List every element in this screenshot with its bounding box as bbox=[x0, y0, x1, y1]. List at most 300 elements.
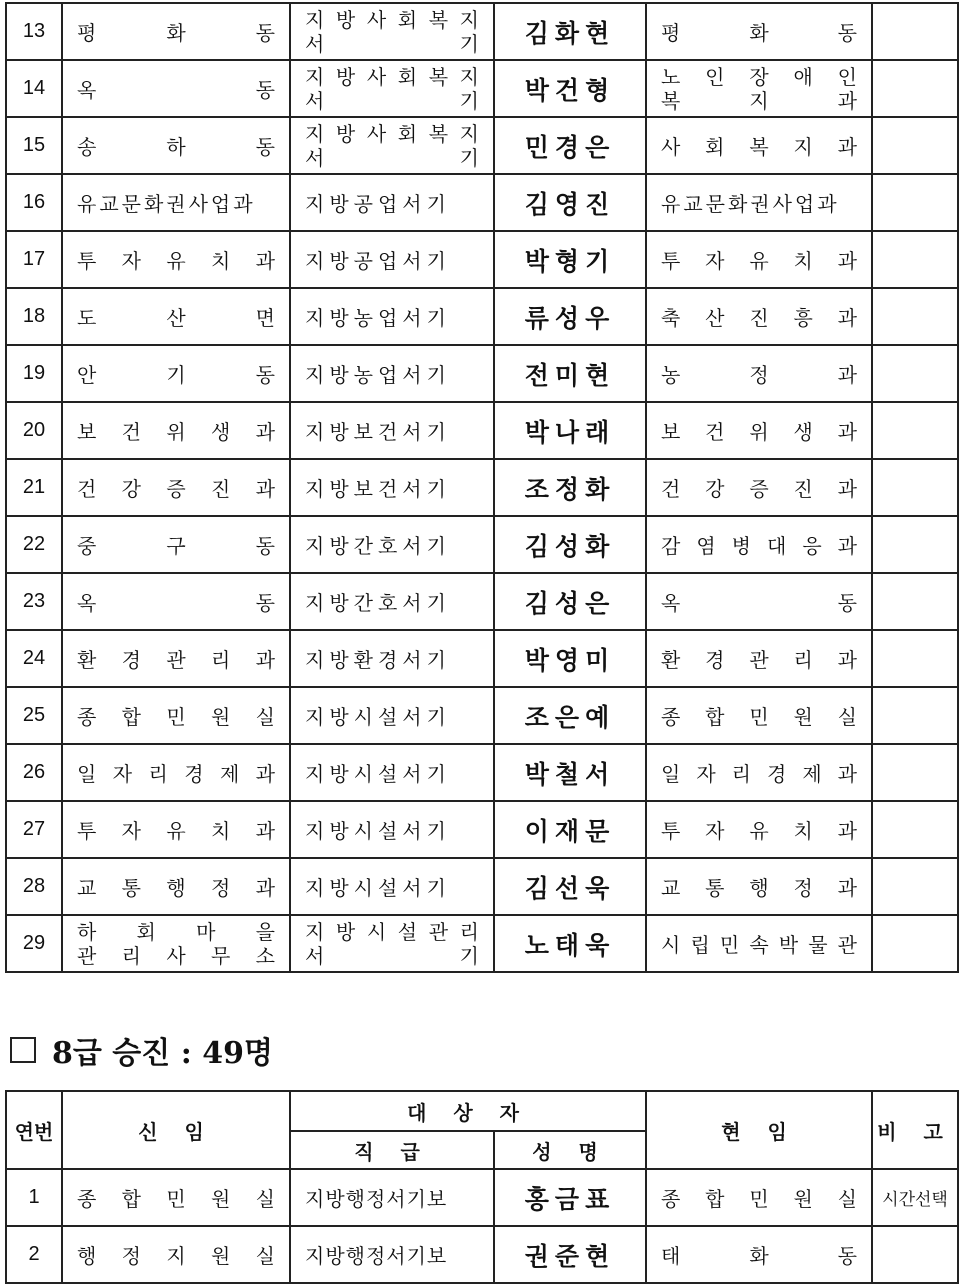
dept-cell-char: 하 bbox=[166, 135, 186, 159]
row-number: 14 bbox=[6, 60, 62, 117]
dept-cell bbox=[62, 459, 290, 516]
dept-cell-char: 경 bbox=[184, 762, 204, 786]
note-cell bbox=[872, 858, 958, 915]
dept-cell bbox=[62, 60, 290, 117]
rank-cell-char: 사 bbox=[366, 7, 387, 32]
current-cell-char: 제 bbox=[802, 762, 822, 786]
appointment-list-body bbox=[6, 3, 958, 972]
current-cell-char: 일 bbox=[661, 762, 681, 786]
current-cell-char: 합 bbox=[705, 1187, 725, 1211]
current-cell-line2-char: 지 bbox=[749, 88, 769, 113]
person-name: 박영미 bbox=[494, 630, 646, 687]
rank-cell-char: 복 bbox=[428, 64, 449, 89]
row-number: 26 bbox=[6, 744, 62, 801]
current-cell-char: 사 bbox=[661, 135, 681, 159]
table-row bbox=[6, 858, 958, 915]
dept-cell bbox=[62, 288, 290, 345]
current-cell-char: 원 bbox=[793, 1187, 813, 1211]
new-post-cell-char: 민 bbox=[166, 1187, 186, 1211]
current-cell-line1-char: 인 bbox=[837, 64, 857, 89]
current-cell-wrap bbox=[647, 644, 871, 673]
current-cell-char: 민 bbox=[749, 1187, 769, 1211]
rank-cell-char: 시 bbox=[366, 919, 387, 944]
current-cell bbox=[646, 288, 872, 345]
person-name: 전미현 bbox=[494, 345, 646, 402]
checkbox-icon bbox=[10, 1037, 36, 1063]
dept-cell-wrap bbox=[63, 131, 289, 160]
rank-cell-char: 방 bbox=[335, 121, 356, 146]
current-cell-char: 과 bbox=[837, 819, 857, 843]
rank-cell-wrap bbox=[291, 8, 493, 56]
current-cell bbox=[646, 630, 872, 687]
rank-text: 지방행정서기보 bbox=[305, 1244, 448, 1268]
current-cell-char: 관 bbox=[837, 933, 857, 957]
rank-cell-char: 지 bbox=[305, 64, 325, 89]
row-number: 23 bbox=[6, 573, 62, 630]
current-cell-char: 건 bbox=[705, 420, 725, 444]
rank-cell-char: 지 bbox=[459, 121, 479, 146]
dept-cell-char: 중 bbox=[77, 534, 97, 558]
dept-cell-char: 산 bbox=[166, 306, 186, 330]
table-row bbox=[6, 1169, 958, 1226]
dept-cell bbox=[62, 687, 290, 744]
rank-cell-char: 지 bbox=[305, 121, 325, 146]
current-cell-wrap bbox=[647, 701, 871, 730]
rank-cell bbox=[290, 174, 494, 231]
current-cell-char: 민 bbox=[749, 705, 769, 729]
dept-cell-line1-char: 을 bbox=[255, 919, 275, 944]
dept-cell-char: 관 bbox=[166, 648, 186, 672]
rank-cell bbox=[290, 915, 494, 972]
rank-cell-line2-char: 서 bbox=[305, 88, 325, 113]
note-cell bbox=[872, 687, 958, 744]
current-cell-line2 bbox=[661, 89, 857, 113]
table-row bbox=[6, 801, 958, 858]
new-post-cell-wrap bbox=[63, 1183, 289, 1212]
rank-cell-line2 bbox=[305, 32, 479, 56]
current-cell-wrap bbox=[647, 65, 871, 113]
current-cell-char: 실 bbox=[837, 1187, 857, 1211]
dept-cell-char: 실 bbox=[255, 705, 275, 729]
rank-cell-wrap: 지방시설서기 bbox=[305, 705, 451, 729]
row-number: 20 bbox=[6, 402, 62, 459]
header-no: 연번 bbox=[6, 1091, 62, 1169]
person-name: 김화현 bbox=[494, 3, 646, 60]
dept-cell bbox=[62, 915, 290, 972]
rank-cell-wrap: 지방공업서기 bbox=[305, 249, 451, 273]
dept-cell-char: 동 bbox=[255, 21, 275, 45]
dept-cell-char: 송 bbox=[77, 135, 97, 159]
dept-cell-char: 자 bbox=[121, 819, 141, 843]
current-cell-wrap bbox=[647, 131, 871, 160]
row-number: 17 bbox=[6, 231, 62, 288]
table-row bbox=[6, 630, 958, 687]
table-row bbox=[6, 1226, 958, 1283]
current-cell-char: 합 bbox=[705, 705, 725, 729]
rank-cell-line2-char: 서 bbox=[305, 145, 325, 170]
current-cell-line2-char: 복 bbox=[661, 88, 681, 113]
current-cell-wrap bbox=[647, 929, 871, 958]
rank-cell-wrap: 지방보건서기 bbox=[305, 420, 451, 444]
dept-cell-char: 동 bbox=[255, 591, 275, 615]
dept-cell-char: 자 bbox=[121, 249, 141, 273]
dept-cell-wrap bbox=[63, 644, 289, 673]
note-cell bbox=[872, 345, 958, 402]
current-cell-wrap bbox=[647, 758, 871, 787]
table-row bbox=[6, 687, 958, 744]
rank-cell-char: 지 bbox=[305, 919, 325, 944]
promotion-table bbox=[5, 1090, 959, 1284]
table-row bbox=[6, 117, 958, 174]
section-heading bbox=[10, 1028, 273, 1072]
rank-cell-wrap: 지방농업서기 bbox=[305, 363, 451, 387]
table-row bbox=[6, 459, 958, 516]
note-cell bbox=[872, 231, 958, 288]
rank-cell-line2-char: 서 bbox=[305, 31, 325, 56]
row-number: 15 bbox=[6, 117, 62, 174]
current-cell-char: 리 bbox=[793, 648, 813, 672]
rank-cell-char: 리 bbox=[459, 919, 479, 944]
dept-cell-line1 bbox=[77, 920, 275, 944]
current-cell-char: 동 bbox=[837, 591, 857, 615]
current-cell-char: 과 bbox=[837, 363, 857, 387]
current-cell-char: 립 bbox=[690, 933, 710, 957]
note-cell bbox=[872, 630, 958, 687]
dept-text: 유교문화권사업과 bbox=[77, 192, 256, 216]
current-cell-char: 행 bbox=[749, 876, 769, 900]
current-cell-line1-char: 인 bbox=[705, 64, 725, 89]
rank-cell-line1 bbox=[305, 8, 479, 32]
current-cell bbox=[646, 915, 872, 972]
header-note: 비 고 bbox=[872, 1091, 958, 1169]
person-name: 김성은 bbox=[494, 573, 646, 630]
new-post-cell-char: 실 bbox=[255, 1244, 275, 1268]
new-post-cell-char: 합 bbox=[121, 1187, 141, 1211]
dept-cell-char: 구 bbox=[166, 534, 186, 558]
current-cell bbox=[646, 3, 872, 60]
current-cell-wrap bbox=[647, 530, 871, 559]
dept-cell-char: 투 bbox=[77, 819, 97, 843]
note-cell bbox=[872, 1226, 958, 1283]
dept-cell-line2-char: 관 bbox=[77, 943, 97, 968]
dept-cell-line2-char: 무 bbox=[210, 943, 231, 968]
current-cell-char: 회 bbox=[705, 135, 725, 159]
dept-cell-char: 환 bbox=[77, 648, 97, 672]
dept-cell-char: 생 bbox=[210, 420, 231, 444]
person-name: 이재문 bbox=[494, 801, 646, 858]
person-name: 조정화 bbox=[494, 459, 646, 516]
current-cell-wrap bbox=[647, 416, 871, 445]
row-number: 13 bbox=[6, 3, 62, 60]
table-row bbox=[6, 573, 958, 630]
rank-cell-line2-char: 기 bbox=[459, 943, 479, 968]
current-cell bbox=[646, 1226, 872, 1283]
current-cell-char: 화 bbox=[749, 1244, 769, 1268]
current-cell bbox=[646, 231, 872, 288]
rank-cell-char: 설 bbox=[397, 919, 418, 944]
rank-cell-line2 bbox=[305, 89, 479, 113]
row-number: 25 bbox=[6, 687, 62, 744]
dept-cell-char: 강 bbox=[121, 477, 141, 501]
new-post-cell-char: 원 bbox=[210, 1244, 231, 1268]
rank-cell-char: 지 bbox=[305, 7, 325, 32]
current-cell-wrap bbox=[647, 872, 871, 901]
current-cell-char: 과 bbox=[837, 249, 857, 273]
new-post-cell-char: 지 bbox=[166, 1244, 186, 1268]
dept-cell-char: 행 bbox=[166, 876, 186, 900]
rank-cell-line2 bbox=[305, 146, 479, 170]
dept-cell bbox=[62, 516, 290, 573]
current-cell-char: 생 bbox=[793, 420, 813, 444]
current-cell-char: 농 bbox=[661, 363, 681, 387]
rank-cell-char: 방 bbox=[335, 7, 356, 32]
rank-cell bbox=[290, 573, 494, 630]
dept-cell bbox=[62, 858, 290, 915]
note-cell bbox=[872, 459, 958, 516]
note-cell: 시간선택 bbox=[872, 1169, 958, 1226]
dept-cell bbox=[62, 402, 290, 459]
current-cell-char: 경 bbox=[766, 762, 787, 786]
table-row bbox=[6, 3, 958, 60]
current-cell-char: 축 bbox=[661, 306, 681, 330]
rank-cell bbox=[290, 687, 494, 744]
header-target: 대 상 자 bbox=[290, 1091, 646, 1131]
dept-cell-char: 경 bbox=[121, 648, 141, 672]
current-cell-char: 복 bbox=[749, 135, 769, 159]
current-cell-char: 박 bbox=[778, 933, 799, 957]
current-cell-char: 종 bbox=[661, 705, 681, 729]
current-cell-char: 대 bbox=[766, 534, 787, 558]
dept-cell-char: 위 bbox=[166, 420, 186, 444]
dept-cell-char: 과 bbox=[255, 249, 275, 273]
current-cell bbox=[646, 117, 872, 174]
person-name: 민경은 bbox=[494, 117, 646, 174]
current-cell-char: 실 bbox=[837, 705, 857, 729]
rank-cell bbox=[290, 3, 494, 60]
dept-cell-wrap bbox=[63, 245, 289, 274]
person-name: 조은예 bbox=[494, 687, 646, 744]
rank-cell-wrap bbox=[291, 920, 493, 968]
dept-cell-wrap bbox=[63, 473, 289, 502]
current-cell bbox=[646, 858, 872, 915]
current-cell-char: 진 bbox=[793, 477, 813, 501]
current-cell-char: 동 bbox=[837, 1244, 857, 1268]
dept-cell-char: 동 bbox=[255, 135, 275, 159]
current-cell-wrap bbox=[647, 587, 871, 616]
current-cell-char: 과 bbox=[837, 477, 857, 501]
note-cell bbox=[872, 915, 958, 972]
rank-cell-wrap bbox=[291, 122, 493, 170]
rank-cell-wrap: 지방시설서기 bbox=[305, 762, 451, 786]
note-cell bbox=[872, 60, 958, 117]
current-cell-line1-char: 장 bbox=[749, 64, 769, 89]
rank-cell-char: 사 bbox=[366, 121, 387, 146]
current-cell-char: 원 bbox=[793, 705, 813, 729]
rank-cell-char: 관 bbox=[428, 919, 449, 944]
dept-cell-char: 건 bbox=[121, 420, 141, 444]
current-cell-char: 과 bbox=[837, 762, 857, 786]
person-name: 박나래 bbox=[494, 402, 646, 459]
rank-cell-char: 회 bbox=[397, 64, 418, 89]
rank-cell-wrap: 지방환경서기 bbox=[305, 648, 451, 672]
dept-cell-char: 과 bbox=[255, 876, 275, 900]
row-number: 2 bbox=[6, 1226, 62, 1283]
new-post-cell bbox=[62, 1169, 290, 1226]
dept-cell-char: 자 bbox=[112, 762, 133, 786]
dept-cell-char: 건 bbox=[77, 477, 97, 501]
current-cell-char: 태 bbox=[661, 1244, 681, 1268]
current-cell-line1-char: 애 bbox=[793, 64, 813, 89]
current-cell-char: 동 bbox=[837, 21, 857, 45]
note-cell bbox=[872, 288, 958, 345]
row-number: 21 bbox=[6, 459, 62, 516]
rank-cell-line2 bbox=[305, 944, 479, 968]
rank-cell-wrap bbox=[291, 65, 493, 113]
note-cell bbox=[872, 174, 958, 231]
table-row bbox=[6, 915, 958, 972]
row-number: 28 bbox=[6, 858, 62, 915]
dept-cell-char: 과 bbox=[255, 819, 275, 843]
current-cell-char: 정 bbox=[793, 876, 813, 900]
current-cell-char: 감 bbox=[661, 534, 681, 558]
rank-cell-char: 사 bbox=[366, 64, 387, 89]
person-name: 김영진 bbox=[494, 174, 646, 231]
row-number: 1 bbox=[6, 1169, 62, 1226]
person-name: 박철서 bbox=[494, 744, 646, 801]
rank-text: 지방행정서기보 bbox=[305, 1187, 448, 1211]
row-number: 19 bbox=[6, 345, 62, 402]
current-cell-char: 증 bbox=[749, 477, 769, 501]
dept-cell-char: 유 bbox=[166, 819, 186, 843]
dept-cell-char: 보 bbox=[77, 420, 97, 444]
rank-cell-line1 bbox=[305, 65, 479, 89]
dept-cell bbox=[62, 3, 290, 60]
current-text: 유교문화권사업과 bbox=[661, 192, 840, 216]
current-cell-char: 속 bbox=[749, 933, 769, 957]
dept-cell-char: 도 bbox=[77, 306, 97, 330]
current-cell-char: 종 bbox=[661, 1187, 681, 1211]
dept-cell-char: 과 bbox=[255, 477, 275, 501]
rank-cell bbox=[290, 1169, 494, 1226]
dept-cell-char: 옥 bbox=[77, 78, 97, 102]
current-cell-wrap bbox=[647, 1183, 871, 1212]
rank-cell-char: 방 bbox=[335, 64, 356, 89]
dept-cell-char: 교 bbox=[77, 876, 97, 900]
current-cell-char: 투 bbox=[661, 249, 681, 273]
current-cell-char: 산 bbox=[705, 306, 725, 330]
rank-cell-wrap: 지방공업서기 bbox=[305, 192, 451, 216]
dept-cell-wrap bbox=[63, 302, 289, 331]
new-post-cell-char: 실 bbox=[255, 1187, 275, 1211]
dept-cell-char: 민 bbox=[166, 705, 186, 729]
person-name: 노태욱 bbox=[494, 915, 646, 972]
table-row bbox=[6, 231, 958, 288]
dept-cell-char: 동 bbox=[255, 78, 275, 102]
dept-cell-wrap bbox=[63, 587, 289, 616]
rank-cell-char: 복 bbox=[428, 121, 449, 146]
current-cell bbox=[646, 60, 872, 117]
dept-cell-char: 정 bbox=[210, 876, 231, 900]
dept-cell-char: 진 bbox=[210, 477, 231, 501]
current-cell bbox=[646, 744, 872, 801]
current-cell-char: 관 bbox=[749, 648, 769, 672]
dept-cell-char: 옥 bbox=[77, 591, 97, 615]
rank-cell bbox=[290, 231, 494, 288]
dept-cell-wrap bbox=[63, 815, 289, 844]
current-cell-char: 유 bbox=[749, 249, 769, 273]
new-post-cell bbox=[62, 1226, 290, 1283]
current-cell-char: 과 bbox=[837, 534, 857, 558]
current-cell-line2-char: 과 bbox=[837, 88, 857, 113]
note-cell bbox=[872, 516, 958, 573]
new-post-cell-char: 종 bbox=[77, 1187, 97, 1211]
dept-cell-char: 리 bbox=[210, 648, 231, 672]
section-title: 8급 승진 : 49명 bbox=[52, 1036, 273, 1071]
header-current: 현 임 bbox=[646, 1091, 872, 1169]
rank-cell-line2-char: 기 bbox=[459, 31, 479, 56]
person-name: 류성우 bbox=[494, 288, 646, 345]
dept-cell bbox=[62, 231, 290, 288]
rank-cell-line2-char: 기 bbox=[459, 145, 479, 170]
dept-cell-wrap bbox=[63, 872, 289, 901]
note-cell bbox=[872, 3, 958, 60]
current-cell-char: 투 bbox=[661, 819, 681, 843]
rank-cell-wrap: 지방시설서기 bbox=[305, 876, 451, 900]
dept-cell-char: 종 bbox=[77, 705, 97, 729]
dept-cell-char: 과 bbox=[255, 762, 275, 786]
dept-cell-wrap bbox=[63, 920, 289, 968]
current-cell-char: 보 bbox=[661, 420, 681, 444]
current-cell-char: 자 bbox=[705, 249, 725, 273]
current-cell bbox=[646, 1169, 872, 1226]
current-cell-wrap bbox=[647, 815, 871, 844]
dept-cell-char: 제 bbox=[219, 762, 240, 786]
dept-cell-char: 리 bbox=[148, 762, 168, 786]
dept-cell-line2-char: 리 bbox=[121, 943, 141, 968]
note-cell bbox=[872, 402, 958, 459]
current-cell-line1-char: 노 bbox=[661, 64, 681, 89]
rank-cell bbox=[290, 858, 494, 915]
current-cell-char: 위 bbox=[749, 420, 769, 444]
dept-cell-char: 면 bbox=[255, 306, 275, 330]
current-cell-char: 과 bbox=[837, 306, 857, 330]
person-name: 박형기 bbox=[494, 231, 646, 288]
rank-cell-char: 방 bbox=[335, 919, 356, 944]
rank-cell-wrap: 지방농업서기 bbox=[305, 306, 451, 330]
current-cell-char: 유 bbox=[749, 819, 769, 843]
dept-cell-char: 기 bbox=[166, 363, 186, 387]
current-cell-char: 진 bbox=[749, 306, 769, 330]
dept-cell-line2-char: 사 bbox=[166, 943, 186, 968]
rank-cell bbox=[290, 60, 494, 117]
dept-cell-char: 증 bbox=[166, 477, 186, 501]
dept-cell-char: 합 bbox=[121, 705, 141, 729]
dept-cell-char: 유 bbox=[166, 249, 186, 273]
dept-cell-wrap bbox=[63, 74, 289, 103]
rank-cell bbox=[290, 516, 494, 573]
rank-cell-wrap: 지방간호서기 bbox=[305, 591, 451, 615]
current-cell-char: 병 bbox=[731, 534, 751, 558]
rank-cell-wrap: 지방시설서기 bbox=[305, 819, 451, 843]
rank-cell-line1 bbox=[305, 122, 479, 146]
rank-cell-wrap: 지방간호서기 bbox=[305, 534, 451, 558]
rank-cell bbox=[290, 744, 494, 801]
table-row bbox=[6, 60, 958, 117]
row-number: 24 bbox=[6, 630, 62, 687]
current-cell bbox=[646, 174, 872, 231]
current-cell-char: 치 bbox=[793, 249, 813, 273]
current-cell bbox=[646, 687, 872, 744]
